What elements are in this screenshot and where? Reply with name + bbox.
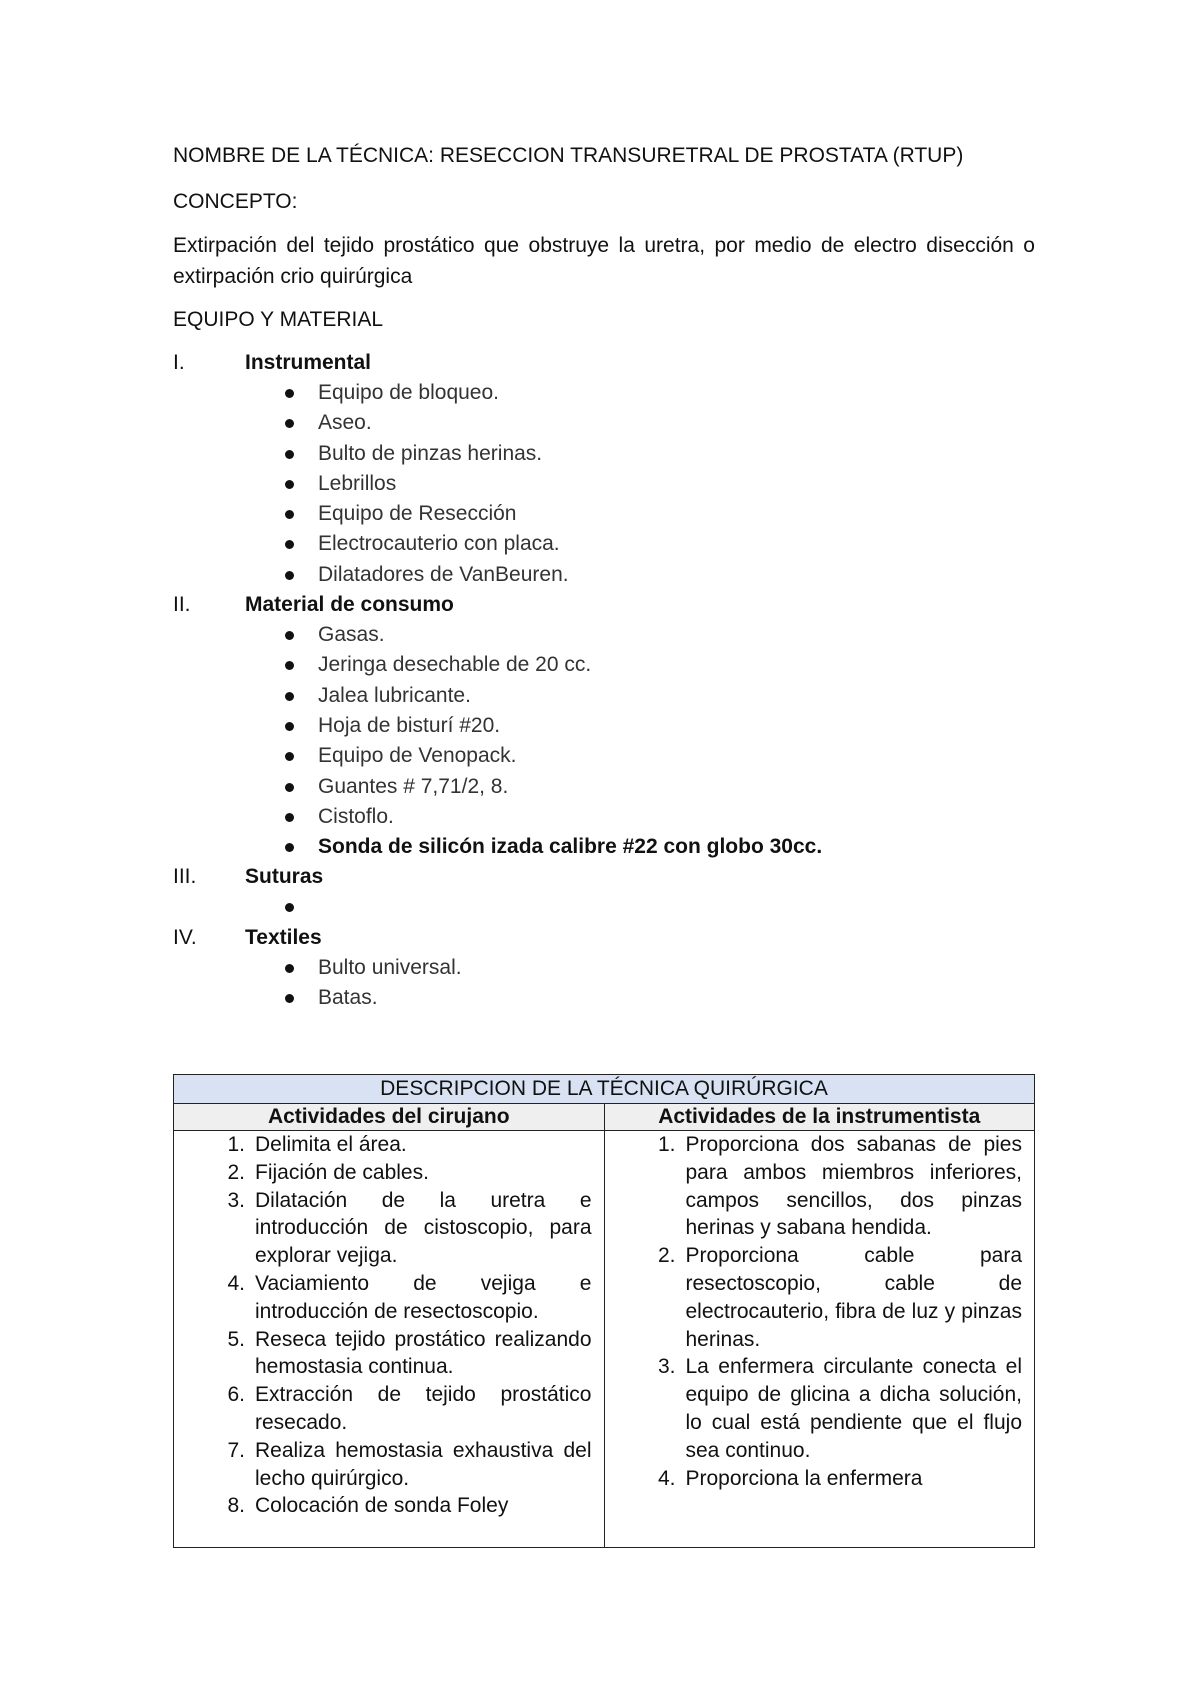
bullet-list bbox=[173, 953, 1035, 1014]
list-item: 4. Proporciona la enfermera bbox=[657, 1466, 923, 1490]
group-label: Suturas bbox=[245, 865, 324, 889]
instrumentist-steps bbox=[605, 1131, 1035, 1492]
list-item: Bulto de pinzas herinas. bbox=[173, 439, 1035, 469]
document-page bbox=[173, 142, 1035, 1013]
column-header-instrumentist: Actividades de la instrumentista bbox=[604, 1104, 1035, 1131]
list-item: Jalea lubricante. bbox=[173, 681, 1035, 711]
list-item: 2. Proporciona cable para resectoscopio, cable de electrocauterio, fibra de luz y pinzas herinas. bbox=[657, 1244, 1022, 1351]
list-item: Equipo de Venopack. bbox=[173, 741, 1035, 771]
list-item: 7. Realiza hemostasia exhaustiva del lecho quirúrgico. bbox=[227, 1438, 592, 1490]
list-item: Equipo de Resección bbox=[173, 499, 1035, 529]
list-item-empty bbox=[173, 892, 1035, 922]
group-numeral: II. bbox=[173, 593, 191, 617]
list-item: Batas. bbox=[173, 983, 1035, 1013]
list-item: 2. Fijación de cables. bbox=[227, 1160, 429, 1184]
list-item: Hoja de bisturí #20. bbox=[173, 711, 1035, 741]
equipment-group-material-consumo bbox=[173, 590, 1035, 862]
concept-heading: CONCEPTO: bbox=[173, 190, 298, 213]
list-item: Guantes # 7,71/2, 8. bbox=[173, 772, 1035, 802]
list-item: Electrocauterio con placa. bbox=[173, 529, 1035, 559]
list-item: 5. Reseca tejido prostático realizando hemostasia continua. bbox=[227, 1327, 592, 1379]
group-label: Material de consumo bbox=[245, 593, 454, 617]
list-item: Jeringa desechable de 20 cc. bbox=[173, 650, 1035, 680]
column-header-surgeon: Actividades del cirujano bbox=[174, 1104, 605, 1131]
list-item: Sonda de silicón izada calibre #22 con globo 30cc. bbox=[173, 832, 1035, 862]
list-item: 3. La enfermera circulante conecta el equipo de glicina a dicha solución, lo cual está pendiente que el flujo sea continuo. bbox=[657, 1355, 1022, 1462]
surgeon-steps bbox=[174, 1131, 604, 1520]
list-item: Lebrillos bbox=[173, 469, 1035, 499]
group-numeral: III. bbox=[173, 865, 197, 889]
page-title: NOMBRE DE LA TÉCNICA: RESECCION TRANSURETRAL DE PROSTATA (RTUP) bbox=[173, 144, 964, 167]
list-item: Equipo de bloqueo. bbox=[173, 378, 1035, 408]
group-numeral: I. bbox=[173, 351, 185, 374]
bullet-list bbox=[173, 620, 1035, 862]
equipment-group-suturas bbox=[173, 862, 1035, 922]
list-item: Gasas. bbox=[173, 620, 1035, 650]
equipment-list bbox=[173, 348, 1035, 1013]
list-item: 1. Proporciona dos sabanas de pies para ambos miembros inferiores, campos sencillos, dos pinzas herinas y sabana hendida. bbox=[657, 1133, 1022, 1240]
bullet-list bbox=[173, 892, 1035, 922]
list-item: 8. Colocación de sonda Foley bbox=[227, 1494, 509, 1518]
list-item: 1. Delimita el área. bbox=[227, 1133, 407, 1156]
bullet-list bbox=[173, 378, 1035, 590]
list-item: Aseo. bbox=[173, 408, 1035, 438]
equipment-group-textiles bbox=[173, 923, 1035, 1014]
equipment-group-instrumental bbox=[173, 348, 1035, 590]
list-item: 6. Extracción de tejido prostático resecado. bbox=[227, 1383, 592, 1434]
equipment-heading: EQUIPO Y MATERIAL bbox=[173, 308, 384, 331]
list-item: 4. Vaciamiento de vejiga e introducción de resectoscopio. bbox=[227, 1271, 592, 1323]
group-label: Textiles bbox=[245, 925, 322, 949]
technique-table bbox=[173, 1074, 1035, 1548]
group-numeral: IV. bbox=[173, 925, 197, 949]
list-item: Bulto universal. bbox=[173, 953, 1035, 983]
concept-text: Extirpación del tejido prostático que obstruye la uretra, por medio de electro disección o extirpación crio quirúrgica bbox=[173, 234, 1035, 288]
list-item: 3. Dilatación de la uretra e introducción de cistoscopio, para explorar vejiga. bbox=[227, 1188, 592, 1268]
list-item: Cistoflo. bbox=[173, 802, 1035, 832]
list-item: Dilatadores de VanBeuren. bbox=[173, 560, 1035, 590]
group-label: Instrumental bbox=[245, 351, 372, 374]
instrumentist-activities-cell bbox=[604, 1131, 1035, 1548]
surgeon-activities-cell bbox=[174, 1131, 605, 1548]
table-caption: DESCRIPCION DE LA TÉCNICA QUIRÚRGICA bbox=[174, 1075, 1035, 1104]
